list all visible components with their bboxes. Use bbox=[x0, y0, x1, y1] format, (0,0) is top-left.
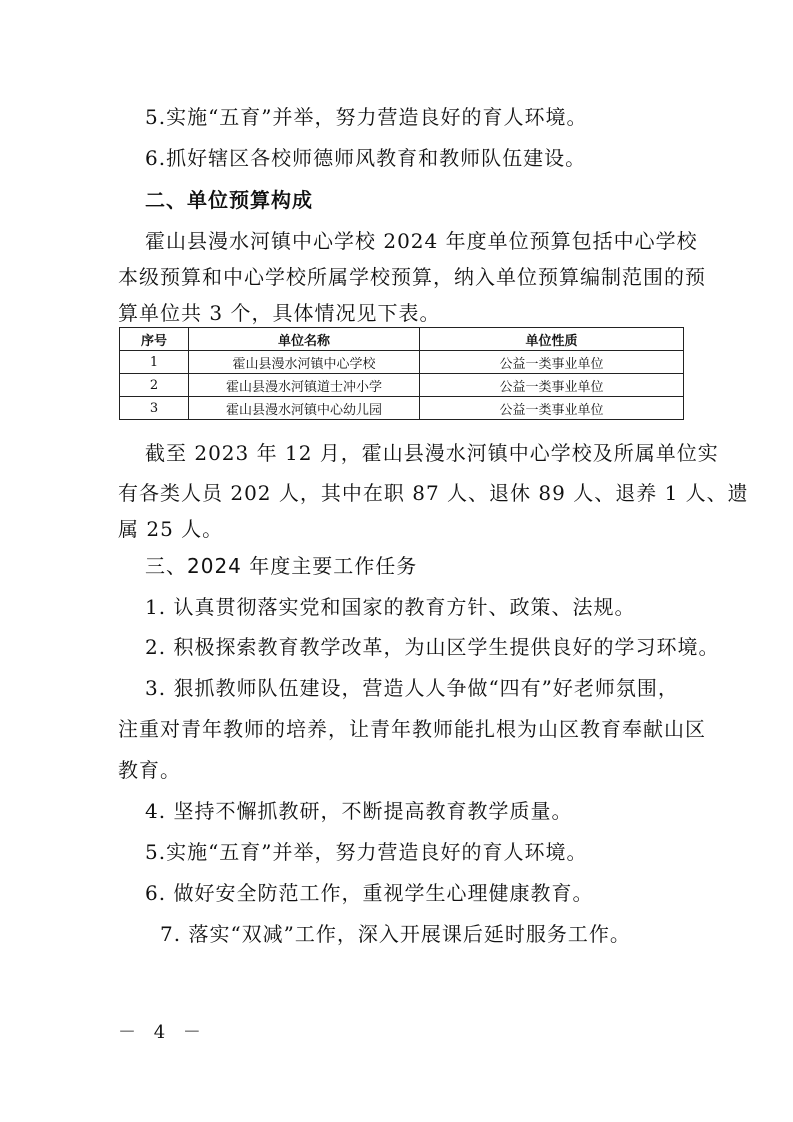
table-cell: 公益一类事业单位 bbox=[420, 374, 684, 397]
table-row bbox=[120, 397, 684, 420]
table-header-row bbox=[120, 328, 684, 351]
staff-para-3: 属 25 人。 bbox=[118, 517, 224, 541]
table-header-cell: 单位名称 bbox=[189, 328, 420, 351]
staff-para-2: 有各类人员 202 人，其中在职 87 人、退休 89 人、退养 1 人、遗 bbox=[118, 481, 749, 505]
table-cell: 1 bbox=[120, 351, 189, 374]
table-cell: 公益一类事业单位 bbox=[420, 351, 684, 374]
task-item: 教育。 bbox=[118, 758, 181, 782]
task-item: 1. 认真贯彻落实党和国家的教育方针、政策、法规。 bbox=[145, 595, 636, 619]
section-3-heading: 三、2024 年度主要工作任务 bbox=[145, 554, 418, 578]
task-item: 4. 坚持不懈抓教研，不断提高教育教学质量。 bbox=[145, 799, 573, 823]
section-2-para-2: 本级预算和中心学校所属学校预算，纳入单位预算编制范围的预 bbox=[118, 265, 706, 289]
task-item: 5.实施“五育”并举，努力营造良好的育人环境。 bbox=[145, 840, 588, 864]
table-cell: 霍山县漫水河镇道士冲小学 bbox=[189, 374, 420, 397]
task-item: 注重对青年教师的培养，让青年教师能扎根为山区教育奉献山区 bbox=[118, 717, 706, 741]
staff-para-1: 截至 2023 年 12 月，霍山县漫水河镇中心学校及所属单位实 bbox=[145, 441, 719, 465]
section-2-heading: 二、单位预算构成 bbox=[145, 188, 313, 212]
section-2-para-1: 霍山县漫水河镇中心学校 2024 年度单位预算包括中心学校 bbox=[145, 229, 698, 253]
line-top-1: 5.实施“五育”并举，努力营造良好的育人环境。 bbox=[145, 105, 588, 129]
table-header-cell: 单位性质 bbox=[420, 328, 684, 351]
table-cell: 霍山县漫水河镇中心幼儿园 bbox=[189, 397, 420, 420]
section-2-para-3: 算单位共 3 个，具体情况见下表。 bbox=[118, 301, 441, 325]
page-number: － 4 － bbox=[118, 1022, 207, 1043]
task-item: 3. 狠抓教师队伍建设，营造人人争做“四有”好老师氛围， bbox=[145, 676, 679, 700]
table-header-cell: 序号 bbox=[120, 328, 189, 351]
table-row bbox=[120, 374, 684, 397]
task-item: 7. 落实“双减”工作，深入开展课后延时服务工作。 bbox=[160, 922, 631, 946]
table-cell: 3 bbox=[120, 397, 189, 420]
table-row bbox=[120, 351, 684, 374]
task-item: 2. 积极探索教育教学改革，为山区学生提供良好的学习环境。 bbox=[145, 635, 720, 659]
unit-table bbox=[119, 327, 684, 420]
task-item: 6. 做好安全防范工作，重视学生心理健康教育。 bbox=[145, 881, 594, 905]
table-cell: 公益一类事业单位 bbox=[420, 397, 684, 420]
table-cell: 霍山县漫水河镇中心学校 bbox=[189, 351, 420, 374]
line-top-2: 6.抓好辖区各校师德师风教育和教师队伍建设。 bbox=[145, 146, 587, 170]
table-cell: 2 bbox=[120, 374, 189, 397]
